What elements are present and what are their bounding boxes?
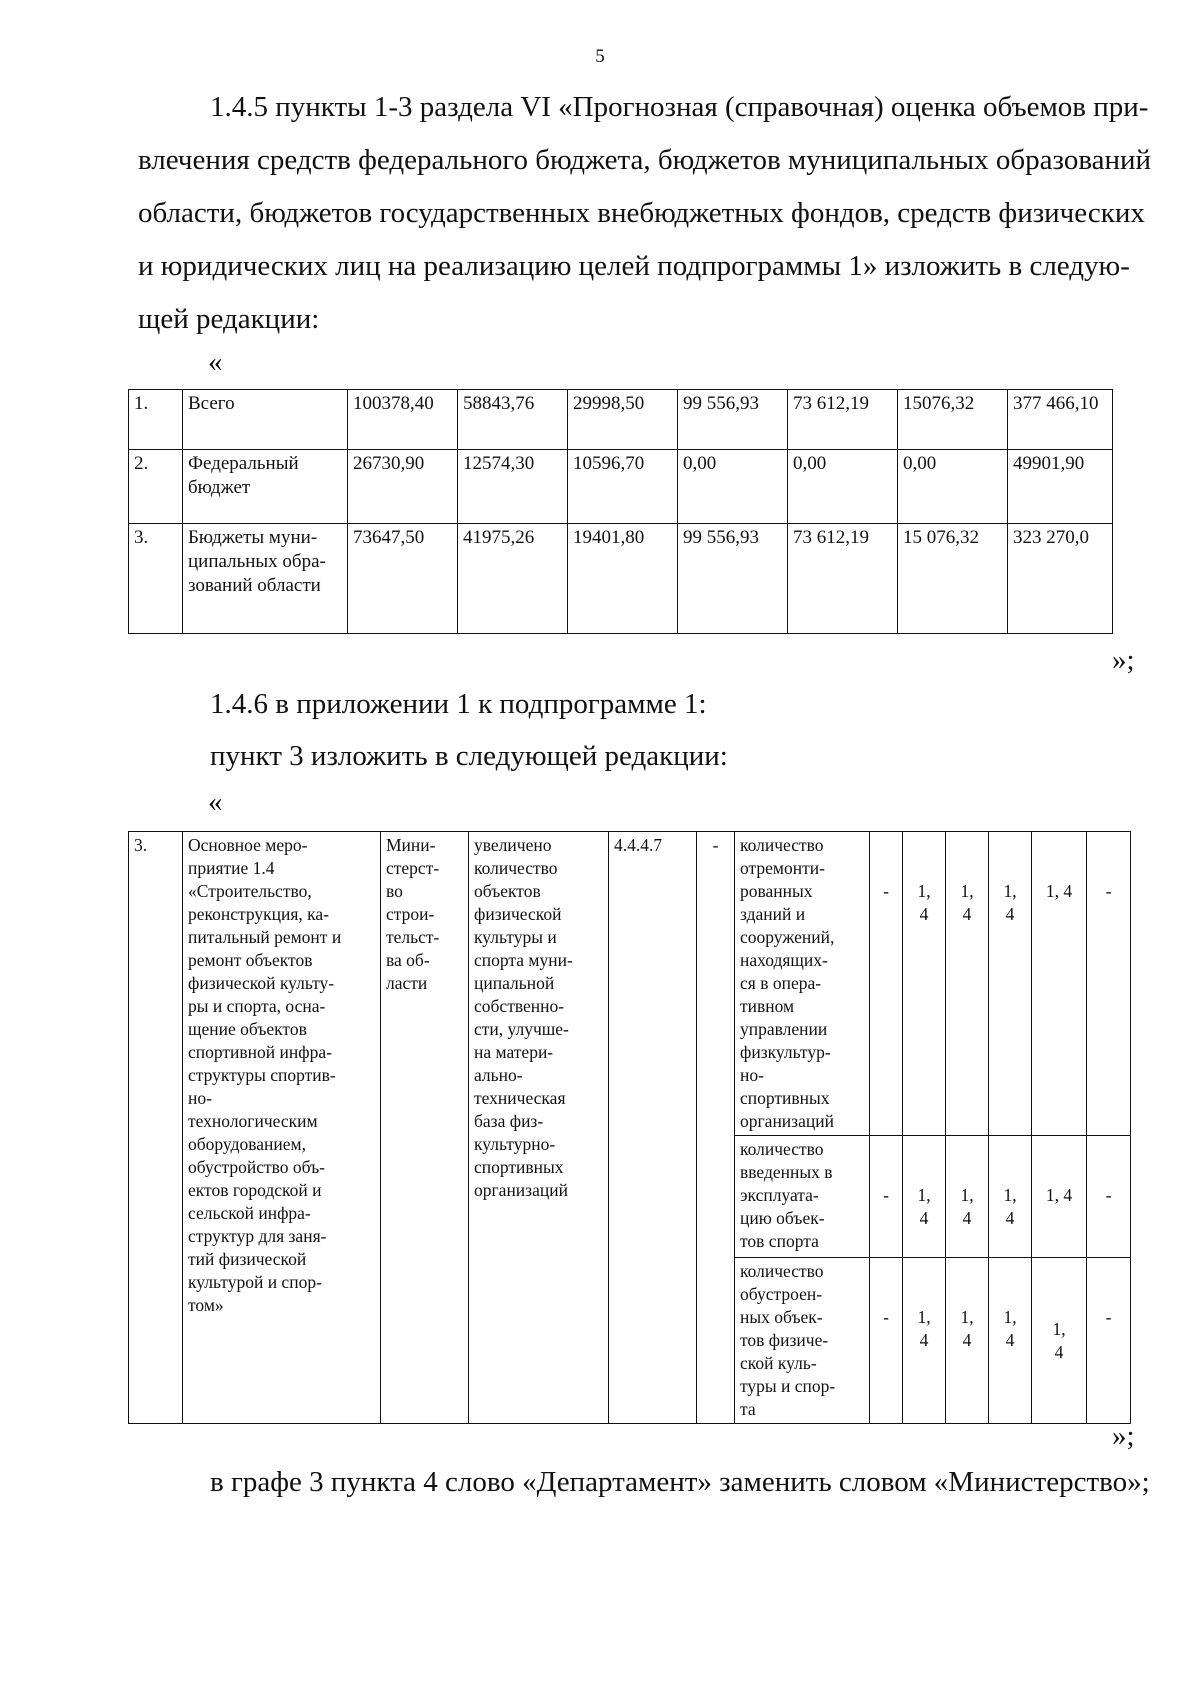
paragraph-replace-word: в графе 3 пункта 4 слово «Департамент» заменить словом «Министерство»;: [210, 1466, 1150, 1498]
paragraph-1-4-6: 1.4.6 в приложении 1 к подпрограмме 1:: [210, 688, 707, 720]
table-cell: 1.: [129, 390, 183, 450]
expected-result: увеличено количество объектов физической культуры и спорта муни- ципальной собственно- сти, улучше- на матери- ально- техническая база физ- культурно- спортивных организаций: [469, 832, 609, 1424]
table-cell: 58843,76: [458, 390, 568, 450]
indicator-value: 1, 4: [946, 1136, 989, 1258]
indicator-value: 1, 4: [1032, 832, 1087, 1136]
table-cell: 99 556,93: [678, 524, 788, 634]
table-cell: 15 076,32: [898, 524, 1008, 634]
open-quote-2: «: [208, 786, 223, 818]
table-cell: 41975,26: [458, 524, 568, 634]
indicator-value: -: [1087, 1136, 1131, 1258]
indicator-value: 1, 4: [903, 1258, 946, 1424]
para1-line-5: щей редакции:: [138, 303, 320, 335]
dash-cell: -: [697, 832, 735, 1424]
table-cell: 377 466,10: [1008, 390, 1113, 450]
indicator-value: 1, 4: [989, 832, 1032, 1136]
table-row: [129, 832, 1131, 1136]
table-cell: 73 612,19: [788, 524, 898, 634]
indicator-value: -: [1087, 1258, 1131, 1424]
table-cell: 3.: [129, 524, 183, 634]
event-table: [128, 831, 1131, 1424]
indicator-value: 1, 4: [1032, 1258, 1087, 1424]
table-cell: 99 556,93: [678, 390, 788, 450]
close-quote-1: »;: [1112, 644, 1135, 676]
indicator-name: количество введенных в эксплуата- цию объек- тов спорта: [735, 1136, 870, 1258]
paragraph-point-3: пункт 3 изложить в следующей редакции:: [210, 740, 728, 772]
para1-line-4: и юридических лиц на реализацию целей подпрограммы 1» изложить в следую-: [138, 250, 1130, 282]
table-row: [129, 450, 1113, 524]
table-cell: 12574,30: [458, 450, 568, 524]
table-cell: 19401,80: [568, 524, 678, 634]
executor: Мини- стерст- во строи- тельст- ва об- ласти: [381, 832, 469, 1424]
table-cell: 0,00: [788, 450, 898, 524]
indicator-value: -: [870, 1258, 903, 1424]
table-cell: 73647,50: [348, 524, 458, 634]
close-quote-2: »;: [1112, 1420, 1135, 1452]
table-cell: Федеральный бюджет: [183, 450, 348, 524]
indicator-value: -: [870, 1136, 903, 1258]
table-cell: 26730,90: [348, 450, 458, 524]
indicator-name: количество отремонти- рованных зданий и сооружений, находящих- ся в опера- тивном управлении физкультур- но- спортивных организаций: [735, 832, 870, 1136]
event-description: Основное меро- приятие 1.4 «Строительство, реконструкция, ка- питальный ремонт и ремонт объектов физической культу- ры и спорта, осна- щение объектов спортивной инфра- структуры спортив- но- технологическим оборудованием, обустройство объ- ектов городской и сельской инфра- структур для заня- тий физической культурой и спор- том»: [183, 832, 381, 1424]
indicator-name: количество обустроен- ных объек- тов физиче- ской куль- туры и спор- та: [735, 1258, 870, 1424]
indicator-value: 1, 4: [989, 1136, 1032, 1258]
para1-line-3: области, бюджетов государственных внебюджетных фондов, средств физических: [138, 197, 1145, 229]
indicator-value: 1, 4: [903, 1136, 946, 1258]
indicator-value: -: [1087, 832, 1131, 1136]
table-cell: Бюджеты муни-ципальных обра-зований области: [183, 524, 348, 634]
table-cell: Всего: [183, 390, 348, 450]
row-number: 3.: [129, 832, 183, 1424]
para1-line-1: 1.4.5 пункты 1-3 раздела VI «Прогнозная (справочная) оценка объемов при-: [210, 91, 1149, 123]
indicator-value: 1, 4: [989, 1258, 1032, 1424]
table-cell: 15076,32: [898, 390, 1008, 450]
table-cell: 73 612,19: [788, 390, 898, 450]
indicator-value: 1, 4: [1032, 1136, 1087, 1258]
para1-line-2: влечения средств федерального бюджета, бюджетов муниципальных образований: [138, 144, 1152, 176]
table-cell: 323 270,0: [1008, 524, 1113, 634]
goal-code: 4.4.4.7: [609, 832, 697, 1424]
open-quote-1: «: [208, 346, 223, 378]
table-cell: 0,00: [678, 450, 788, 524]
indicator-value: 1, 4: [903, 832, 946, 1136]
table-cell: 0,00: [898, 450, 1008, 524]
table-cell: 29998,50: [568, 390, 678, 450]
table-cell: 100378,40: [348, 390, 458, 450]
table-row: [129, 524, 1113, 634]
page-number: 5: [595, 46, 605, 67]
table-cell: 49901,90: [1008, 450, 1113, 524]
indicator-value: 1, 4: [946, 832, 989, 1136]
indicator-value: 1, 4: [946, 1258, 989, 1424]
indicator-value: -: [870, 832, 903, 1136]
table-row: [129, 390, 1113, 450]
funding-table: [128, 389, 1113, 634]
table-cell: 2.: [129, 450, 183, 524]
table-cell: 10596,70: [568, 450, 678, 524]
